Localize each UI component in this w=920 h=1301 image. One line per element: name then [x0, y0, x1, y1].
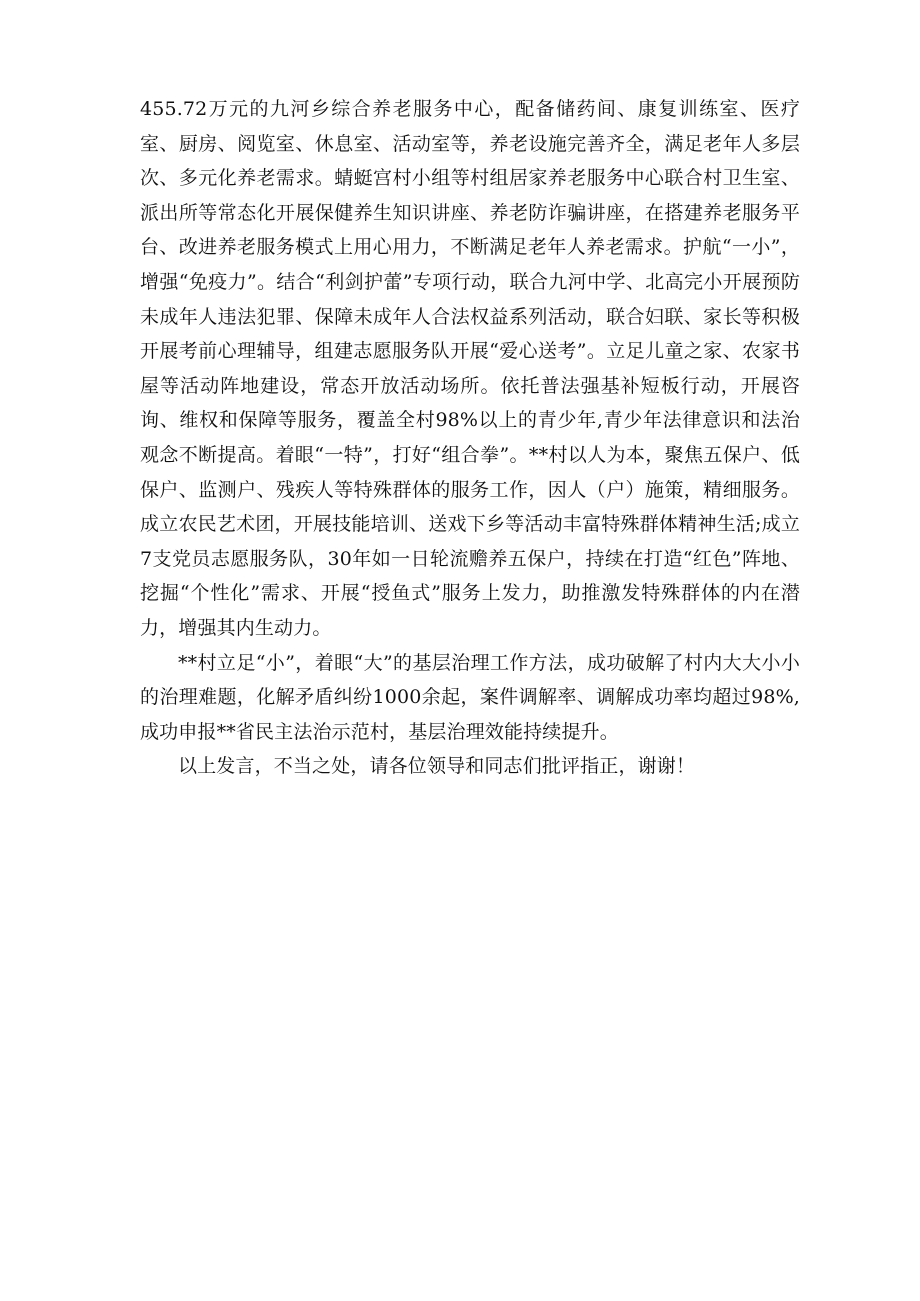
paragraph-elderly-youth-special-groups: 455.72万元的九河乡综合养老服务中心，配备储药间、康复训练室、医疗室、厨房、阅览室、休息室、活动室等，养老设施完善齐全，满足老年人多层次、多元化养老需求。蜻蜓宫村小组等村组居家养老服务中心联合村卫生室、派出所等常态化开展保健养生知识讲座、养老防诈骗讲座，在搭建养老服务平台、改进养老服务模式上用心用力，不断满足老年人养老需求。护航“一小”，增强“免疫力”。结合“利剑护蕾”专项行动，联合九河中学、北高完小开展预防未成年人违法犯罪、保障未成年人合法权益系列活动，联合妇联、家长等积极开展考前心理辅导，组建志愿服务队开展“爱心送考”。立足儿童之家、农家书屋等活动阵地建设，常态开放活动场所。依托普法强基补短板行动，开展咨询、维权和保障等服务，覆盖全村98%以上的青少年,青少年法律意识和法治观念不断提高。着眼“一特”，打好“组合拳”。**村以人为本，聚焦五保户、低保户、监测户、残疾人等特殊群体的服务工作，因人（户）施策，精细服务。成立农民艺术团，开展技能培训、送戏下乡等活动丰富特殊群体精神生活;成立7支党员志愿服务队，30年如一日轮流赡养五保户，持续在打造“红色”阵地、挖掘“个性化”需求、开展“授鱼式”服务上发力，助推激发特殊群体的内在潜力，增强其内生动力。 [140, 98, 800, 639]
paragraph-closing-remarks: 以上发言，不当之处，请各位领导和同志们批评指正，谢谢！ [178, 755, 696, 778]
paragraph-governance-results: **村立足“小”，着眼“大”的基层治理工作方法，成功破解了村内大大小小的治理难题，化解矛盾纠纷1000余起，案件调解率、调解成功率均超过98%,成功申报**省民主法治示范村，基层治理效能持续提升。 [140, 651, 800, 743]
document-body [140, 92, 800, 784]
